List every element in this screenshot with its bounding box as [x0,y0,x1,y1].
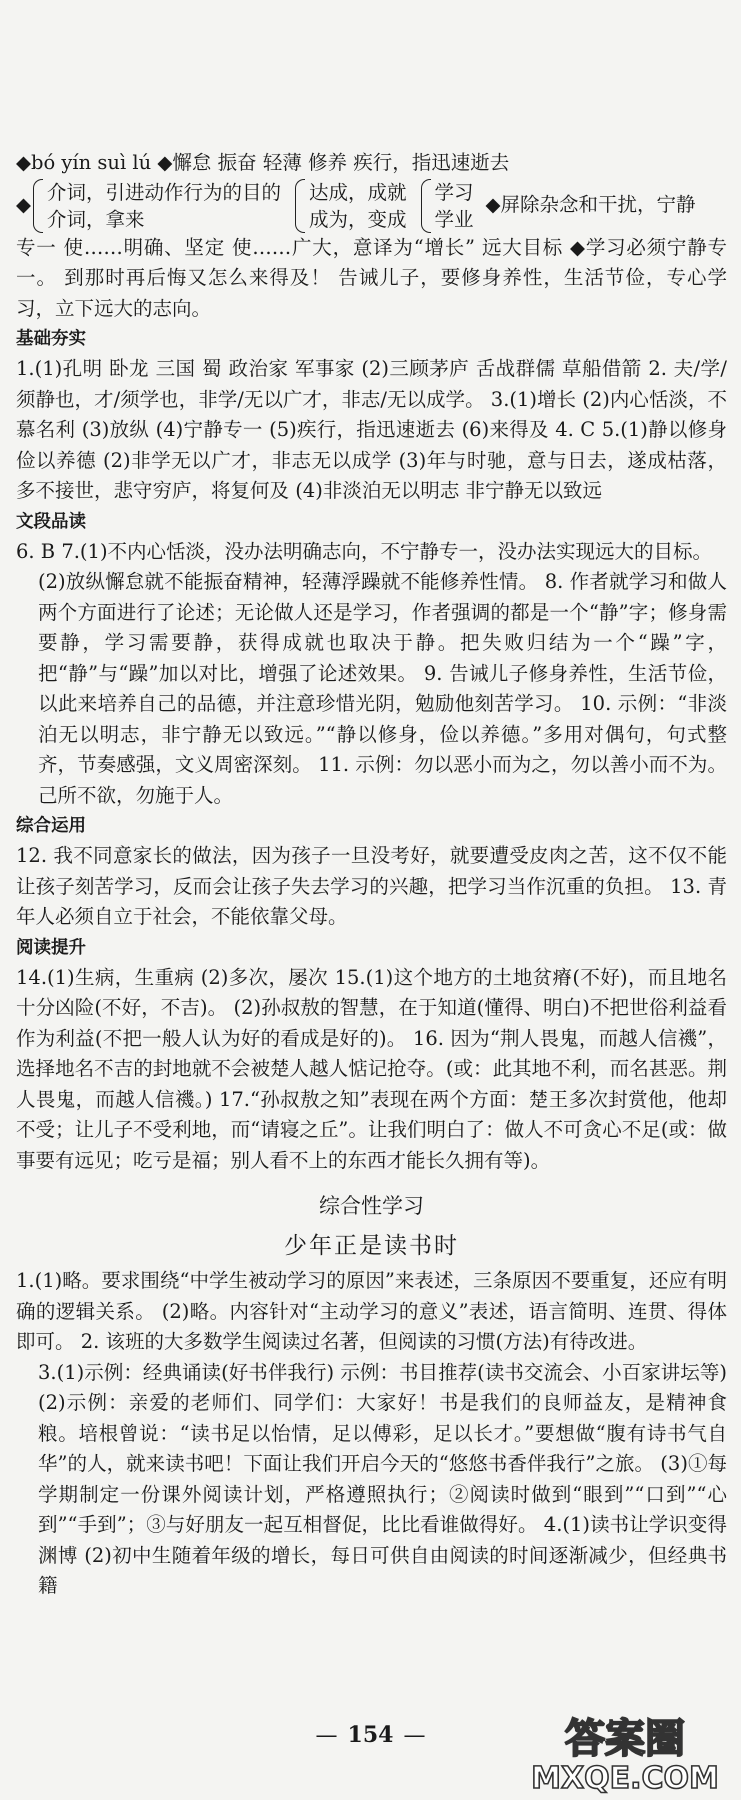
brace-item: 学习 [434,180,474,204]
brace-item: 介词，拿来 [47,207,145,231]
intro-line-3: 专一 使……明确、坚定 使……广大，意译为“增长” 远大目标 ◆学习必须宁静专一。 到那时再后悔又怎么来得及！ 告诫儿子，要修身养性，生活节俭，专心学习，立下远大的志向。 [16,235,727,320]
left-brace-icon [295,179,305,233]
brace-group-3 [419,179,474,233]
brace-tail-text: ◆屏除杂念和干扰，宁静 [485,193,696,217]
section-text-basic: 1.(1)孔明 卧龙 三国 蜀 政治家 军事家 (2)三顾茅庐 舌战群儒 草船借箭 2. 夫/学/须静也，才/须学也，非学/无以广才，非志/无以成学。 3.(1)增长 (2)内心恬淡，不慕名利 (3)放纵 (4)宁静专一 (5)疾行，指迅速逝去 (6)来得及 4. C 5.(1)静以修身 俭以养德 (2)非学无以广才，非志无以成学 (3)年与时驰，意与日去，遂成枯落，多不接世，悲守穷庐，将复何及 (4)非淡泊无以明志 非宁静无以致远 [16,357,727,502]
watermark-top-text: 答案圈 [565,1716,685,1762]
diamond-bullet-icon: ◆ [16,193,31,217]
comprehensive-subtitle: 少年正是读书时 [284,1233,459,1259]
page-content [16,148,727,1602]
brace-item: 达成，成就 [309,180,407,204]
section-heading-improve: 阅读提升 [16,937,86,958]
section-text-application: 12. 我不同意家长的做法，因为孩子一旦没考好，就要遭受皮肉之苦，这不仅不能让孩子刻苦学习，反而会让孩子失去学习的兴趣，把学习当作沉重的负担。 13. 青年人必须自立于社会，不能依靠父母。 [16,844,727,928]
comprehensive-para-2: 3.(1)示例：经典诵读(好书伴我行) 示例：书目推荐(读书交流会、小百家讲坛等) (2)示例：亲爱的老师们、同学们：大家好！书是我们的良师益友，是精神食粮。培根曾说：“读书足以怡情，足以傅彩，足以长才。”要想做“腹有诗书气自华”的人，就来读书吧！下面让我们开启今天的“悠悠书香伴我行”之旅。 (3)①每学期制定一份课外阅读计划，严格遵照执行；②阅读时做到“眼到”“口到”“心到”“手到”；③与好朋友一起互相督促，比比看谁做得好。 4.(1)读书让学识变得渊博 (2)初中生随着年级的增长，每日可供自由阅读的时间逐渐减少，但经典书籍 [38,1360,727,1597]
brace-item: 介词，引进动作行为的目的 [47,180,282,204]
section-heading-reading: 文段品读 [16,511,86,532]
section-heading-application: 综合运用 [16,816,86,836]
section-heading-basic: 基础夯实 [16,329,86,349]
brace-group-2 [293,179,407,233]
left-brace-icon [421,179,431,233]
page-number: — 154 — [315,1722,426,1748]
watermark-logo [517,1708,733,1794]
watermark-bottom-text: MXQE.COM [531,1761,719,1794]
brace-group-1 [31,179,281,233]
brace-item: 成为，变成 [309,207,407,231]
section-line-reading: 6. B 7.(1)不内心恬淡，没办法明确志向，不宁静专一，没办法实现远大的目标。 [16,539,713,563]
comprehensive-title: 综合性学习 [319,1194,424,1218]
intro-brace-row [16,179,727,233]
comprehensive-para-1: 1.(1)略。要求围绕“中学生被动学习的原因”来表述，三条原因不要重复，还应有明确的逻辑关系。 (2)略。内容针对“主动学习的意义”表述，语言简明、连贯、得体即可。 2. 该班的大多数学生阅读过名著，但阅读的习惯(方法)有待改进。 [16,1269,727,1353]
intro-line-1: ◆bó yín suì lú ◆懈怠 振奋 轻薄 修养 疾行，指迅速逝去 [16,151,510,174]
brace-item: 学业 [434,207,474,231]
section-text-improve: 14.(1)生病，生重病 (2)多次，屡次 15.(1)这个地方的土地贫瘠(不好)，而且地名十分凶险(不好，不吉)。 (2)孙叔敖的智慧，在于知道(懂得、明白)不把世俗利益看作为利益(不把一般人认为好的看成是好的)。 16. 因为“荆人畏鬼，而越人信禨”，选择地名不吉的封地就不会被楚人越人惦记抢夺。(或：此其地不利，而名甚恶。荆人畏鬼，而越人信禨。) 17.“孙叔敖之知”表现在两个方面：楚王多次封赏他，他却不受；让儿子不受利地，而“请寝之丘”。让我们明白了：做人不可贪心不足(或：做事要有远见；吃亏是福；别人看不上的东西才能长久拥有等)。 [16,965,727,1172]
left-brace-icon [33,179,43,233]
page-number-value: 154 [347,1722,394,1748]
section-text-reading: (2)放纵懈怠就不能振奋精神，轻薄浮躁就不能修养性情。 8. 作者就学习和做人两个方面进行了论述；无论做人还是学习，作者强调的都是一个“静”字；修身需要静，学习需要静，获得成就也取决于静。把失败归结为一个“躁”字，把“静”与“躁”加以对比，增强了论述效果。 9. 告诫儿子修身养性，生活节俭，以此来培养自己的品德，并注意珍惜光阴，勉励他刻苦学习。 10. 示例：“非淡泊无以明志，非宁静无以致远。”“静以修身，俭以养德。”多用对偶句，句式整齐，节奏感强，文义周密深刻。 11. 示例：勿以恶小而为之，勿以善小而不为。己所不欲，勿施于人。 [38,570,727,807]
